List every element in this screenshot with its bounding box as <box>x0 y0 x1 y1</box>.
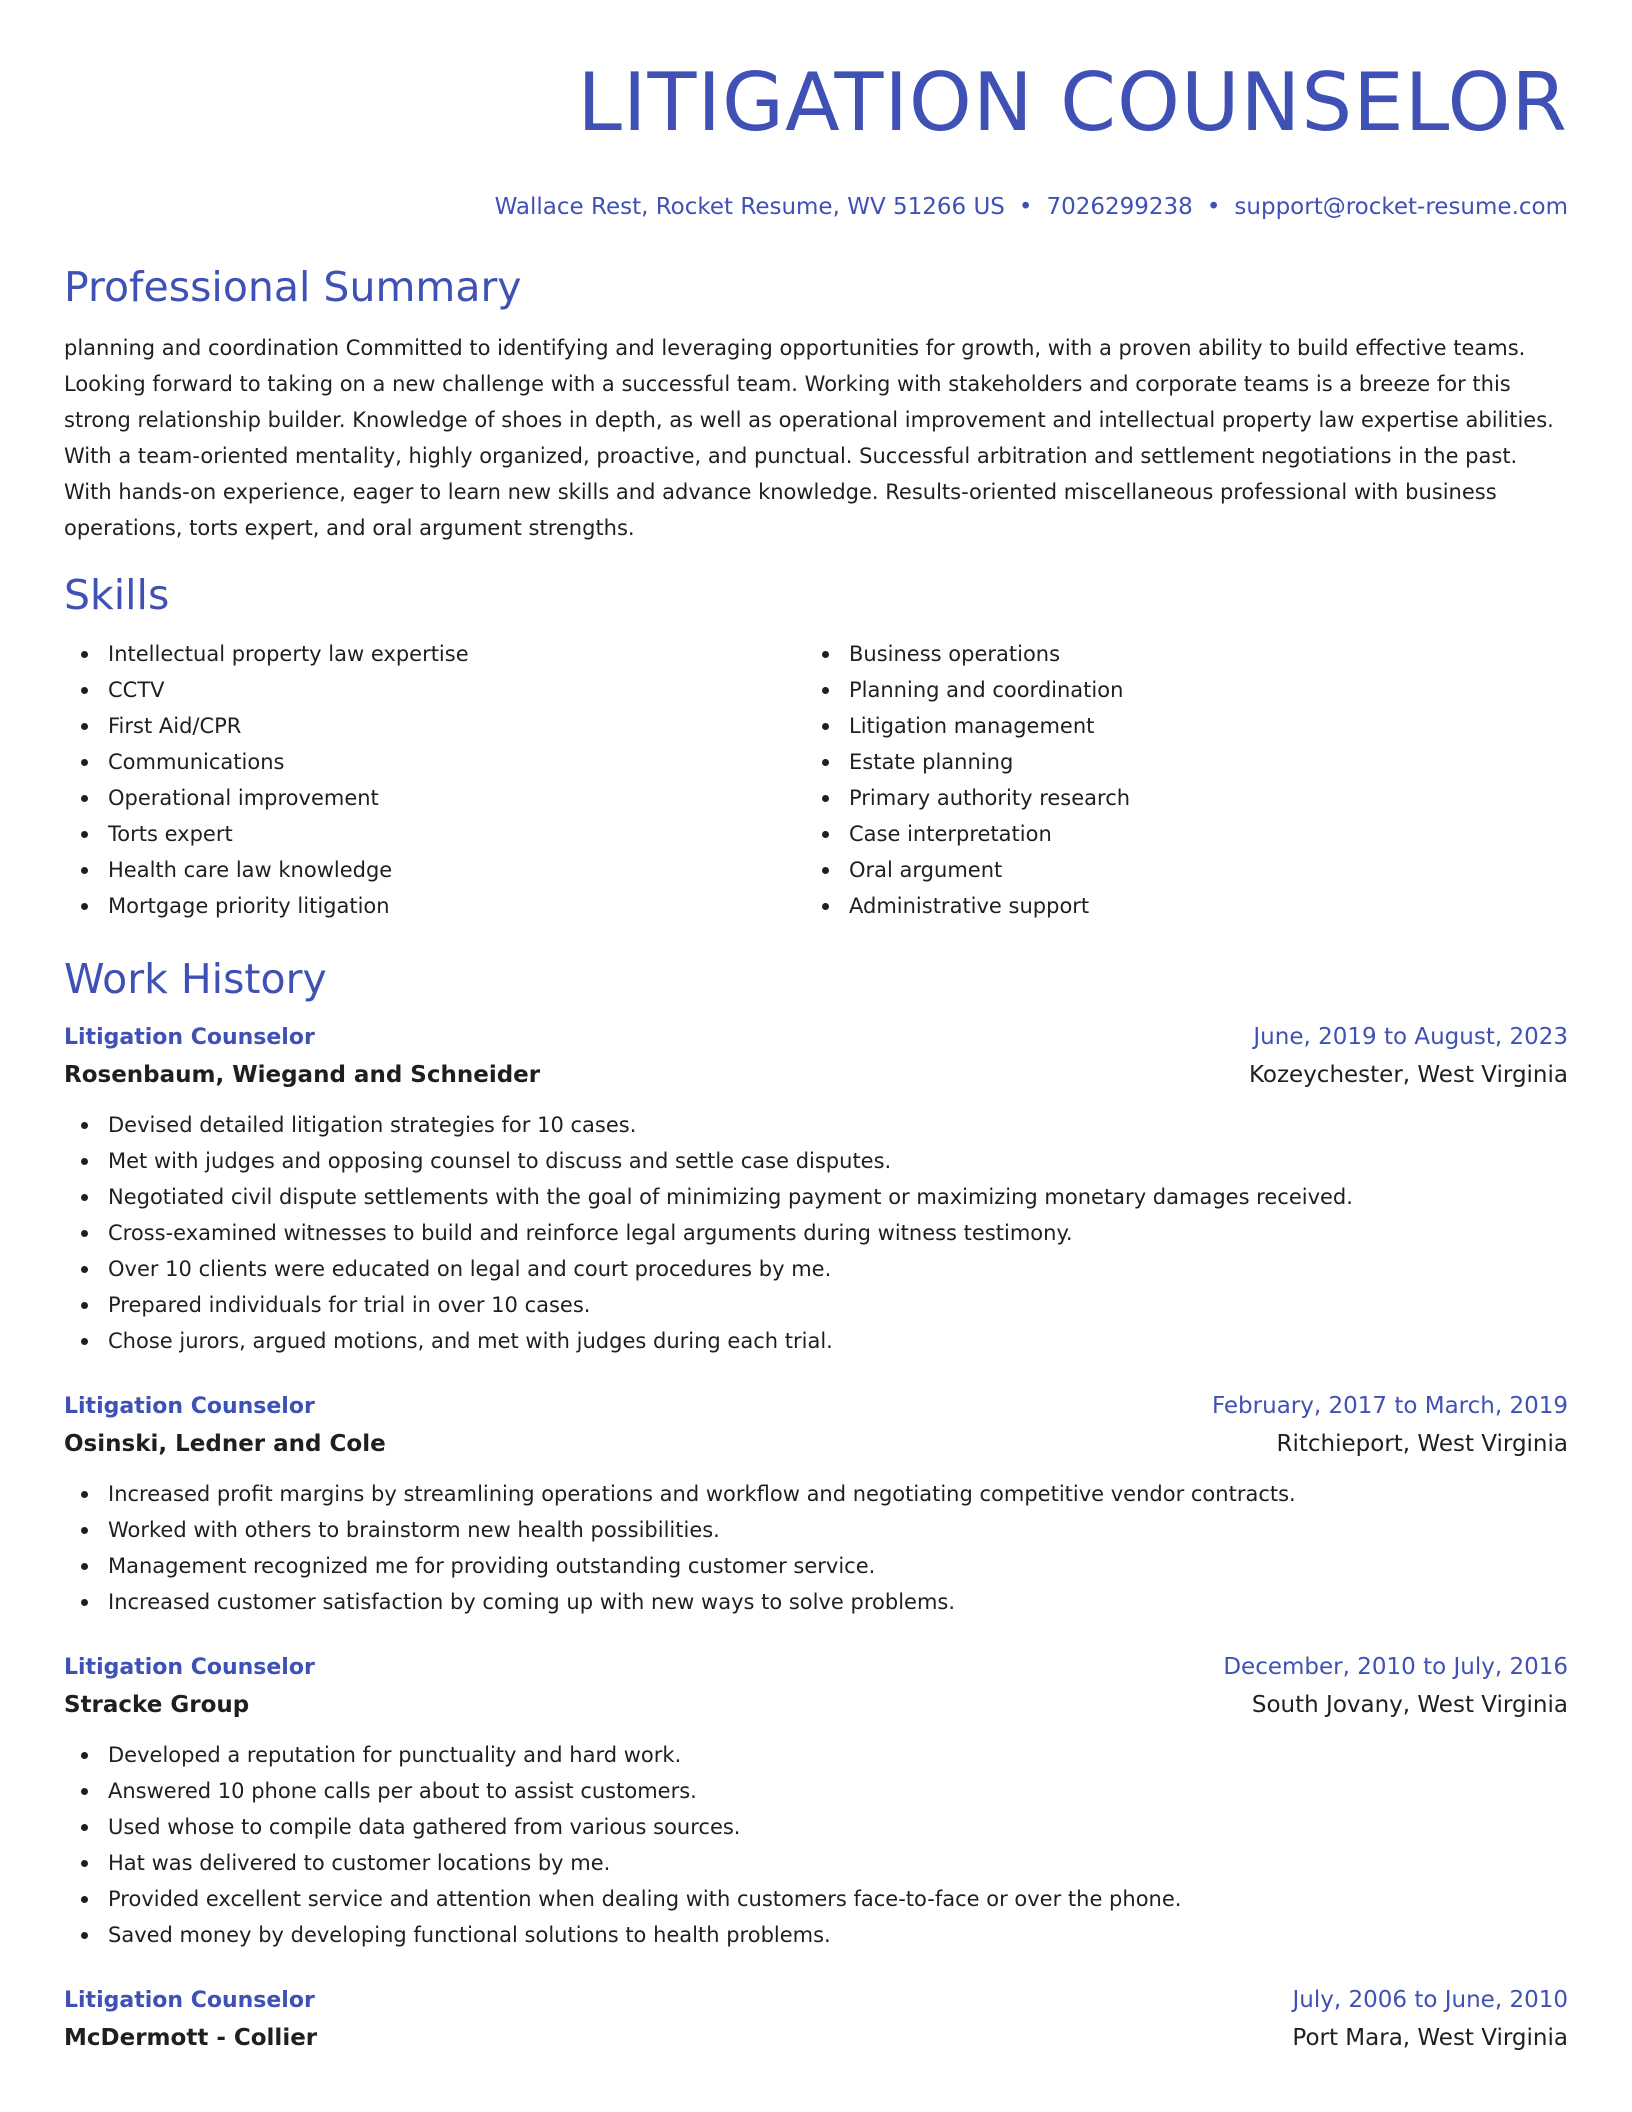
job-list <box>64 1020 1568 2058</box>
contact-separator: • <box>1018 194 1033 220</box>
candidate-name: LITIGATION COUNSELOR <box>577 56 1568 149</box>
skill-item: First Aid/CPR <box>64 708 805 744</box>
duty-item: Met with judges and opposing counsel to discuss and settle case disputes. <box>64 1143 1568 1179</box>
duty-item: Used whose to compile data gathered from various sources. <box>64 1809 1568 1845</box>
job-header-row <box>64 1020 1568 1055</box>
job-location: Ritchieport, West Virginia <box>1276 1431 1568 1457</box>
job-title: Litigation Counselor <box>64 1988 315 2013</box>
job-header-row <box>64 1389 1568 1424</box>
job-dates: July, 2006 to June, 2010 <box>1292 1987 1568 2013</box>
job-company: Osinski, Ledner and Cole <box>64 1431 386 1457</box>
job-employer-row <box>64 1424 1568 1464</box>
skill-item: Planning and coordination <box>805 672 1546 708</box>
skill-item: Torts expert <box>64 816 805 852</box>
duty-item: Prepared individuals for trial in over 10 cases. <box>64 1287 1568 1323</box>
resume-header <box>64 0 1568 222</box>
job-employer-row <box>64 2018 1568 2058</box>
contact-email[interactable]: support@rocket-resume.com <box>1234 194 1568 220</box>
duty-item: Devised detailed litigation strategies for 10 cases. <box>64 1107 1568 1143</box>
summary-heading: Professional Summary <box>64 263 522 311</box>
job-employer-row <box>64 1685 1568 1725</box>
skill-item: Case interpretation <box>805 816 1546 852</box>
duty-item: Worked with others to brainstorm new health possibilities. <box>64 1512 1568 1548</box>
job-title: Litigation Counselor <box>64 1025 315 1050</box>
skills-heading: Skills <box>64 571 170 619</box>
job-title: Litigation Counselor <box>64 1394 315 1419</box>
job-entry <box>64 1983 1568 2058</box>
job-entry <box>64 1020 1568 1359</box>
skill-item: Operational improvement <box>64 780 805 816</box>
duty-item: Provided excellent service and attention when dealing with customers face-to-face or over the phone. <box>64 1881 1568 1917</box>
duty-item: Negotiated civil dispute settlements with the goal of minimizing payment or maximizing monetary damages received. <box>64 1179 1568 1215</box>
job-header-row <box>64 1650 1568 1685</box>
skill-item: Oral argument <box>805 852 1546 888</box>
job-entry <box>64 1650 1568 1953</box>
skill-item: Communications <box>64 744 805 780</box>
job-dates: February, 2017 to March, 2019 <box>1211 1393 1568 1419</box>
contact-separator: • <box>1206 194 1221 220</box>
job-header-row <box>64 1983 1568 2018</box>
job-dates: June, 2019 to August, 2023 <box>1253 1024 1568 1050</box>
duty-item: Hat was delivered to customer locations by me. <box>64 1845 1568 1881</box>
skills-list-right <box>805 636 1546 924</box>
skill-item: Health care law knowledge <box>64 852 805 888</box>
duty-item: Developed a reputation for punctuality and hard work. <box>64 1737 1568 1773</box>
job-company: Stracke Group <box>64 1692 250 1718</box>
job-title: Litigation Counselor <box>64 1655 315 1680</box>
job-employer-row <box>64 1055 1568 1095</box>
job-duties <box>64 1107 1568 1359</box>
skills-section <box>64 570 1568 924</box>
skills-columns <box>64 636 1568 924</box>
duty-item: Over 10 clients were educated on legal and court procedures by me. <box>64 1251 1568 1287</box>
job-dates: December, 2010 to July, 2016 <box>1223 1654 1568 1680</box>
duty-item: Answered 10 phone calls per about to assist customers. <box>64 1773 1568 1809</box>
duty-item: Increased customer satisfaction by coming up with new ways to solve problems. <box>64 1584 1568 1620</box>
work-history-section <box>64 954 1568 2058</box>
skill-item: Estate planning <box>805 744 1546 780</box>
summary-text: planning and coordination Committed to identifying and leveraging opportunities for growth, with a proven ability to build effective teams. Looking forward to taking on a new challenge with a successful team. Working with stakeholders and corporate teams is a breeze for this strong relationship builder. Knowledge of shoes in depth, as well as operational improvement and intellectual property law expertise abilities. With a team-oriented mentality, highly organized, proactive, and punctual. Successful arbitration and settlement negotiations in the past. With hands-on experience, eager to learn new skills and advance knowledge. Results-oriented miscellaneous professional with business operations, torts expert, and oral argument strengths. <box>64 336 1554 540</box>
duty-item: Management recognized me for providing outstanding customer service. <box>64 1548 1568 1584</box>
work-history-heading: Work History <box>64 955 327 1003</box>
contact-line <box>64 192 1568 222</box>
contact-phone[interactable]: 7026299238 <box>1046 194 1193 220</box>
job-location: Port Mara, West Virginia <box>1292 2025 1568 2051</box>
skill-item: Primary authority research <box>805 780 1546 816</box>
skill-item: Administrative support <box>805 888 1546 924</box>
job-duties <box>64 1737 1568 1953</box>
skills-list-left <box>64 636 805 924</box>
job-location: South Jovany, West Virginia <box>1251 1692 1568 1718</box>
job-entry <box>64 1389 1568 1620</box>
contact-address: Wallace Rest, Rocket Resume, WV 51266 US <box>494 194 1005 220</box>
job-company: Rosenbaum, Wiegand and Schneider <box>64 1062 541 1088</box>
skill-item: CCTV <box>64 672 805 708</box>
summary-section <box>64 262 1568 546</box>
skill-item: Mortgage priority litigation <box>64 888 805 924</box>
job-location: Kozeychester, West Virginia <box>1248 1062 1568 1088</box>
skill-item: Litigation management <box>805 708 1546 744</box>
skill-item: Intellectual property law expertise <box>64 636 805 672</box>
job-duties <box>64 1476 1568 1620</box>
duty-item: Chose jurors, argued motions, and met with judges during each trial. <box>64 1323 1568 1359</box>
duty-item: Increased profit margins by streamlining operations and workflow and negotiating competitive vendor contracts. <box>64 1476 1568 1512</box>
skill-item: Business operations <box>805 636 1546 672</box>
duty-item: Saved money by developing functional solutions to health problems. <box>64 1917 1568 1953</box>
job-company: McDermott - Collier <box>64 2025 318 2051</box>
duty-item: Cross-examined witnesses to build and reinforce legal arguments during witness testimony. <box>64 1215 1568 1251</box>
